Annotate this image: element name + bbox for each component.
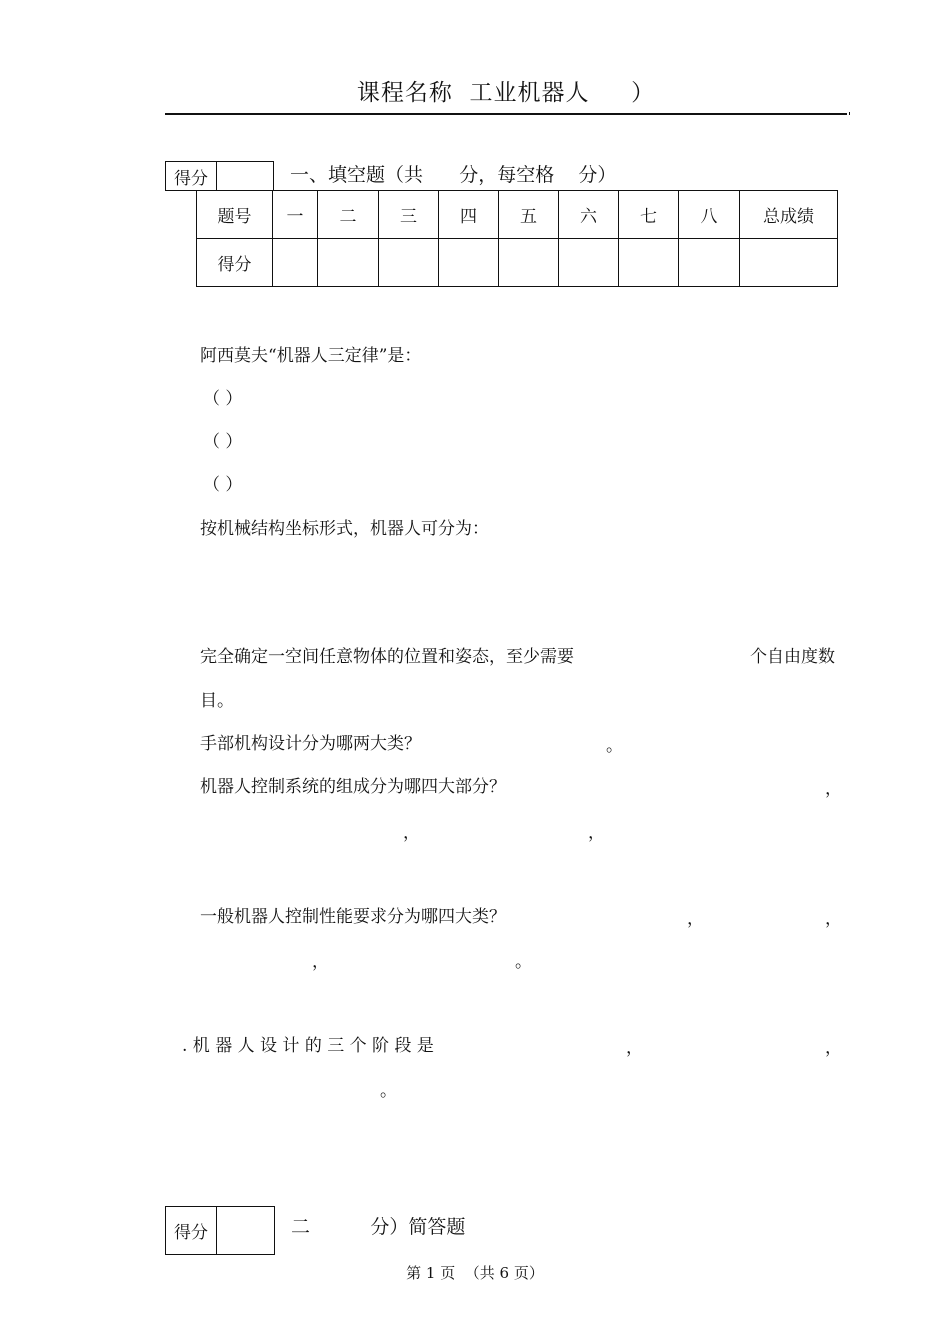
score-row-label: 得分 [197, 239, 273, 287]
score-cell[interactable] [679, 239, 740, 287]
question-5-text: 机器人控制系统的组成分为哪四大部分？ [200, 777, 506, 797]
table-score-row [197, 239, 838, 287]
question-2-text: 按机械结构坐标形式，机器人可分为： [200, 519, 489, 539]
question-3-text-cont: 目。 [200, 691, 234, 711]
section2-score-label: 得分 [166, 1207, 217, 1254]
question-5-comma: ， [825, 779, 842, 799]
section1-score-box [165, 161, 274, 191]
score-cell[interactable] [439, 239, 499, 287]
question-6-comma: ， [312, 952, 329, 972]
score-cell[interactable] [379, 239, 439, 287]
score-cell[interactable] [559, 239, 619, 287]
table-header-cell: 一 [273, 191, 318, 239]
table-header-cell: 总成绩 [740, 191, 838, 239]
question-1-text: 阿西莫夫“机器人三定律”是： [200, 346, 422, 366]
question-7-comma: ， [626, 1038, 643, 1058]
question-7-end: 。 [380, 1081, 397, 1101]
table-header-cell: 六 [559, 191, 619, 239]
table-header-cell: 题号 [197, 191, 273, 239]
section2-score-field[interactable] [217, 1207, 274, 1254]
score-cell[interactable] [740, 239, 838, 287]
page-footer: 第 1 页 （共 6 页） [406, 1264, 544, 1282]
section2-score-box [165, 1206, 275, 1255]
question-1-blank-2: （ ） [203, 432, 243, 452]
score-table [196, 190, 838, 287]
table-header-cell: 八 [679, 191, 740, 239]
table-header-cell: 二 [318, 191, 379, 239]
question-5-comma: ， [588, 823, 605, 843]
question-1-blank-3: （ ） [203, 475, 243, 495]
question-6-end: 。 [515, 952, 532, 972]
table-header-cell: 五 [499, 191, 559, 239]
table-header-cell: 四 [439, 191, 499, 239]
section1-score-label: 得分 [166, 162, 217, 190]
question-7-text: . 机 器 人 设 计 的 三 个 阶 段 是 [182, 1036, 434, 1056]
section1-heading: 一、填空题（共 分，每空格 分） [290, 164, 617, 186]
table-header-cell: 七 [619, 191, 679, 239]
course-title: 课程名称 工业机器人 ） [356, 80, 656, 106]
question-3-text: 完全确定一空间任意物体的位置和姿态，至少需要 [200, 647, 574, 667]
section1-score-field[interactable] [217, 162, 273, 190]
score-cell[interactable] [619, 239, 679, 287]
question-3-text-right: 个自由度数 [750, 647, 835, 667]
question-6-comma: ， [825, 909, 842, 929]
score-cell[interactable] [499, 239, 559, 287]
title-underline [165, 113, 847, 115]
question-4-end: 。 [606, 736, 623, 756]
score-cell[interactable] [318, 239, 379, 287]
table-header-cell: 三 [379, 191, 439, 239]
question-6-text: 一般机器人控制性能要求分为哪四大类？ [200, 907, 506, 927]
question-6-comma: ， [687, 909, 704, 929]
question-1-blank-1: （ ） [203, 389, 243, 409]
score-cell[interactable] [273, 239, 318, 287]
question-7-comma: ， [825, 1038, 842, 1058]
rule-end-mark [849, 112, 850, 115]
section2-heading: 二 分）简答题 [291, 1216, 466, 1238]
question-5-comma: ， [403, 823, 420, 843]
question-4-text: 手部机构设计分为哪两大类？ [200, 734, 421, 754]
table-header-row [197, 191, 838, 239]
